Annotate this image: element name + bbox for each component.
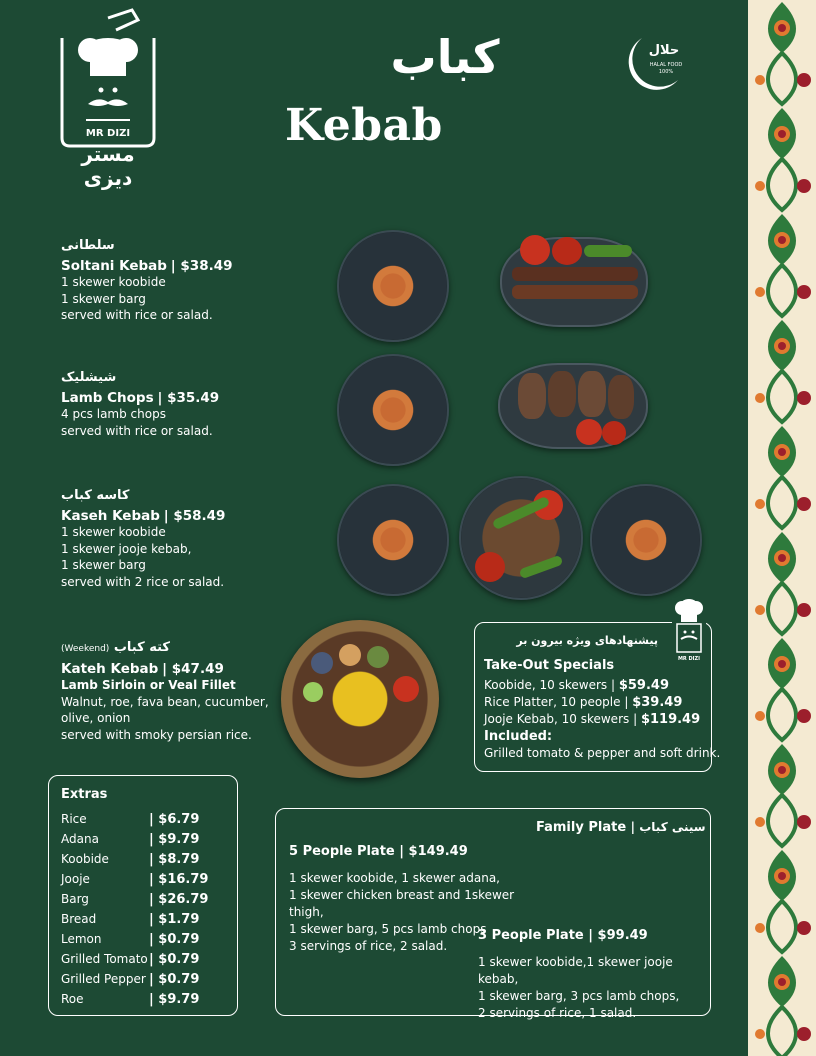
extras-price: | $16.79 (149, 872, 209, 887)
extras-price: | $8.79 (149, 852, 200, 867)
kaseh-kebab-image (459, 476, 583, 600)
takeout-row-price: $39.49 (632, 695, 683, 710)
extras-row (61, 812, 211, 832)
five-people-plate-desc: 1 skewer koobide, 1 skewer adana, 1 skewer chicken breast and 1skewer thigh, 1 skewer barg, 5 pcs lamb chops 3 servings of rice, 2 salad. (289, 871, 515, 953)
extras-price: | $6.79 (149, 812, 200, 827)
halal-text-fa: حلال (648, 43, 680, 58)
three-people-plate-title: 3 People Plate | $99.49 (478, 928, 648, 943)
item-name: Kateh Kebab (61, 660, 159, 677)
extras-name: Barg (61, 892, 89, 906)
item-desc-line: 1 skewer koobide (61, 525, 166, 539)
weekend-tag: (Weekend) (61, 644, 110, 654)
item-desc-line: served with 2 rice or salad. (61, 574, 225, 589)
item-price: | $47.49 (162, 660, 224, 677)
item-desc-line: served with rice or salad. (61, 423, 213, 438)
family-plate-title-fa: | سینی کباب (630, 820, 706, 834)
page-title: Kebab (285, 100, 443, 151)
item-desc-line: served with smoky persian rice. (61, 727, 252, 742)
item-name: Soltani Kebab (61, 257, 167, 274)
extras-title: Extras (61, 787, 108, 802)
extras-price: | $0.79 (149, 972, 200, 987)
rice-plate-image (590, 484, 702, 596)
takeout-included-text: Grilled tomato & pepper and soft drink. (484, 746, 721, 760)
logo-text: MR DIZI (85, 128, 131, 139)
extras-name: Adana (61, 832, 99, 846)
extras-price: | $1.79 (149, 912, 200, 927)
extras-row (61, 832, 211, 852)
item-desc-line: 1 skewer barg (61, 558, 146, 572)
item-price: | $35.49 (157, 389, 220, 406)
extras-row (61, 892, 211, 912)
extras-row (61, 872, 211, 892)
takeout-row-name: Rice Platter, 10 people | (484, 695, 629, 709)
lamb-chops-image (498, 363, 648, 449)
takeout-title: Take-Out Specials (484, 658, 615, 673)
item-name-fa: کته کباب (113, 640, 170, 655)
rice-plate-image (337, 484, 449, 596)
takeout-row-price: $119.49 (640, 712, 701, 727)
extras-row (61, 952, 211, 972)
extras-name: Rice (61, 812, 87, 826)
halal-text-1: HALAL FOOD (649, 62, 683, 68)
item-desc-line: olive, onion (61, 711, 131, 725)
mini-logo-text: MR DIZI (677, 656, 701, 662)
extras-name: Roe (61, 992, 84, 1006)
item-desc-line: served with rice or salad. (61, 308, 213, 322)
extras-row (61, 992, 211, 1012)
item-desc-line: 1 skewer koobide (61, 275, 166, 289)
item-name-fa: سلطانی (61, 238, 115, 253)
menu-item-kaseh-kebab (61, 488, 271, 590)
five-people-plate-price: | $149.49 (399, 844, 468, 859)
item-price: | $58.49 (163, 507, 226, 524)
takeout-row (484, 677, 669, 694)
brand-name-fa: مستر دیزی (81, 142, 135, 190)
menu-item-soltani (61, 238, 271, 324)
extras-name: Grilled Tomato (61, 952, 148, 966)
extras-row (61, 852, 211, 872)
page-title-fa: کباب (390, 30, 500, 84)
extras-name: Koobide (61, 852, 109, 866)
item-name: Lamb Chops (61, 389, 154, 406)
decorative-tile-border (748, 0, 816, 1056)
item-desc-line: 4 pcs lamb chops (61, 407, 166, 421)
takeout-row (484, 711, 700, 728)
menu-item-lamb-chops (61, 370, 271, 439)
takeout-row-price: $59.49 (618, 678, 670, 693)
halal-text-2: 100% (658, 69, 674, 75)
extras-price: | $26.79 (149, 892, 209, 907)
takeout-row-name: Jooje Kebab, 10 skewers | (484, 712, 638, 726)
extras-price: | $0.79 (149, 932, 200, 947)
extras-name: Jooje (61, 872, 90, 886)
extras-row (61, 932, 211, 952)
item-name-fa: شیشلیک (61, 370, 117, 385)
extras-name: Bread (61, 912, 97, 926)
extras-price: | $9.79 (149, 832, 200, 847)
five-people-plate-title: 5 People Plate | $149.49 (289, 844, 468, 859)
item-name: Kaseh Kebab (61, 507, 160, 524)
extras-name: Lemon (61, 932, 102, 946)
item-price: | $38.49 (170, 257, 233, 274)
halal-badge (620, 32, 690, 92)
kateh-kebab-image (281, 620, 439, 778)
soltani-kebab-image (500, 237, 648, 327)
item-desc-line: 1 skewer jooje kebab, (61, 541, 192, 556)
extras-price: | $0.79 (149, 952, 200, 967)
item-desc-line: 1 skewer barg (61, 291, 146, 306)
takeout-row-name: Koobide, 10 skewers | (484, 678, 616, 692)
takeout-included-label: Included: (484, 729, 553, 744)
family-plate-title: Family Plate | سینی کباب (536, 820, 706, 835)
rice-plate-image (337, 354, 449, 466)
extras-price: | $9.79 (149, 992, 200, 1007)
item-subtitle: Lamb Sirloin or Veal Fillet (61, 678, 236, 692)
takeout-title-fa: پیشنهادهای ویژه بیرون بر (516, 634, 658, 647)
rice-plate-image (337, 230, 449, 342)
takeout-row (484, 694, 682, 711)
item-name-fa: کاسه کباب (61, 488, 130, 503)
extras-name: Grilled Pepper (61, 972, 146, 986)
menu-item-kateh-kebab (61, 640, 271, 743)
three-people-plate-desc: 1 skewer koobide,1 skewer jooje kebab, 1 skewer barg, 3 pcs lamb chops, 2 servings of rice, 1 salad. (478, 955, 680, 1020)
three-people-plate-price: | $99.49 (588, 928, 648, 943)
item-desc-line: Walnut, roe, fava bean, cucumber, (61, 694, 269, 709)
mini-chef-logo (672, 598, 706, 664)
extras-row (61, 912, 211, 932)
extras-row (61, 972, 211, 992)
